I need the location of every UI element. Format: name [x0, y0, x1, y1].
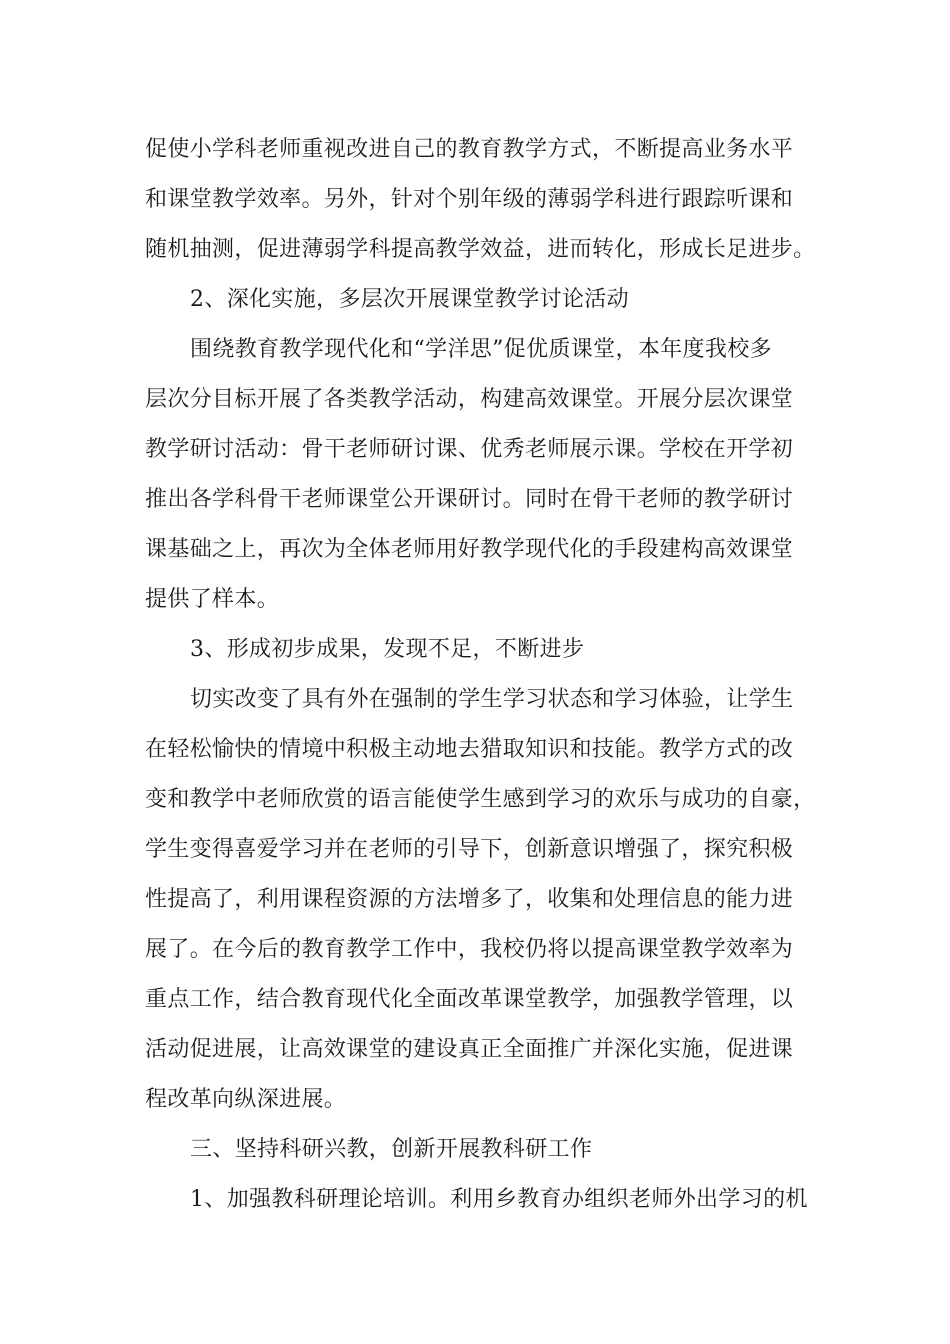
text-line-19: 活动促进展，让高效课堂的建设真正全面推广并深化实施，促进课	[145, 1037, 794, 1062]
text-line-9: 课基础之上，再次为全体老师用好教学现代化的手段建构高效课堂	[145, 537, 794, 562]
text-line-3: 随机抽测，促进薄弱学科提高教学效益，进而转化，形成长足进步。	[145, 237, 816, 262]
section-heading-3: 3、形成初步成果，发现不足，不断进步	[190, 637, 585, 662]
text-line-6: 层次分目标开展了各类教学活动，构建高效课堂。开展分层次课堂	[145, 387, 794, 412]
section-heading-2: 2、深化实施，多层次开展课堂教学讨论活动	[190, 287, 629, 312]
text-line-2: 和课堂教学效率。另外，针对个别年级的薄弱学科进行跟踪听课和	[145, 187, 794, 212]
paragraph-start-line: 围绕教育教学现代化和“学洋思”促优质课堂，本年度我校多	[190, 337, 772, 362]
text-line-1: 促使小学科老师重视改进自己的教育教学方式，不断提高业务水平	[145, 137, 794, 162]
text-line-20: 程改革向纵深进展。	[145, 1087, 347, 1112]
text-line-14: 变和教学中老师欣赏的语言能使学生感到学习的欢乐与成功的自豪，	[145, 787, 816, 812]
chapter-heading-3: 三、坚持科研兴教，创新开展教科研工作	[190, 1137, 593, 1162]
text-line-15: 学生变得喜爱学习并在老师的引导下，创新意识增强了，探究积极	[145, 837, 794, 862]
text-line-18: 重点工作，结合教育现代化全面改革课堂教学，加强教学管理，以	[145, 987, 794, 1012]
text-line-7: 教学研讨活动：骨干老师研讨课、优秀老师展示课。学校在开学初	[145, 437, 794, 462]
section-heading-1: 1、加强教科研理论培训。利用乡教育办组织老师外出学习的机	[190, 1187, 808, 1212]
text-line-13: 在轻松愉快的情境中积极主动地去猎取知识和技能。教学方式的改	[145, 737, 794, 762]
paragraph-start-line: 切实改变了具有外在强制的学生学习状态和学习体验，让学生	[190, 687, 794, 712]
text-line-8: 推出各学科骨干老师课堂公开课研讨。同时在骨干老师的教学研讨	[145, 487, 794, 512]
text-line-17: 展了。在今后的教育教学工作中，我校仍将以提高课堂教学效率为	[145, 937, 794, 962]
text-line-16: 性提高了，利用课程资源的方法增多了，收集和处理信息的能力进	[145, 887, 794, 912]
text-line-10: 提供了样本。	[145, 587, 280, 612]
